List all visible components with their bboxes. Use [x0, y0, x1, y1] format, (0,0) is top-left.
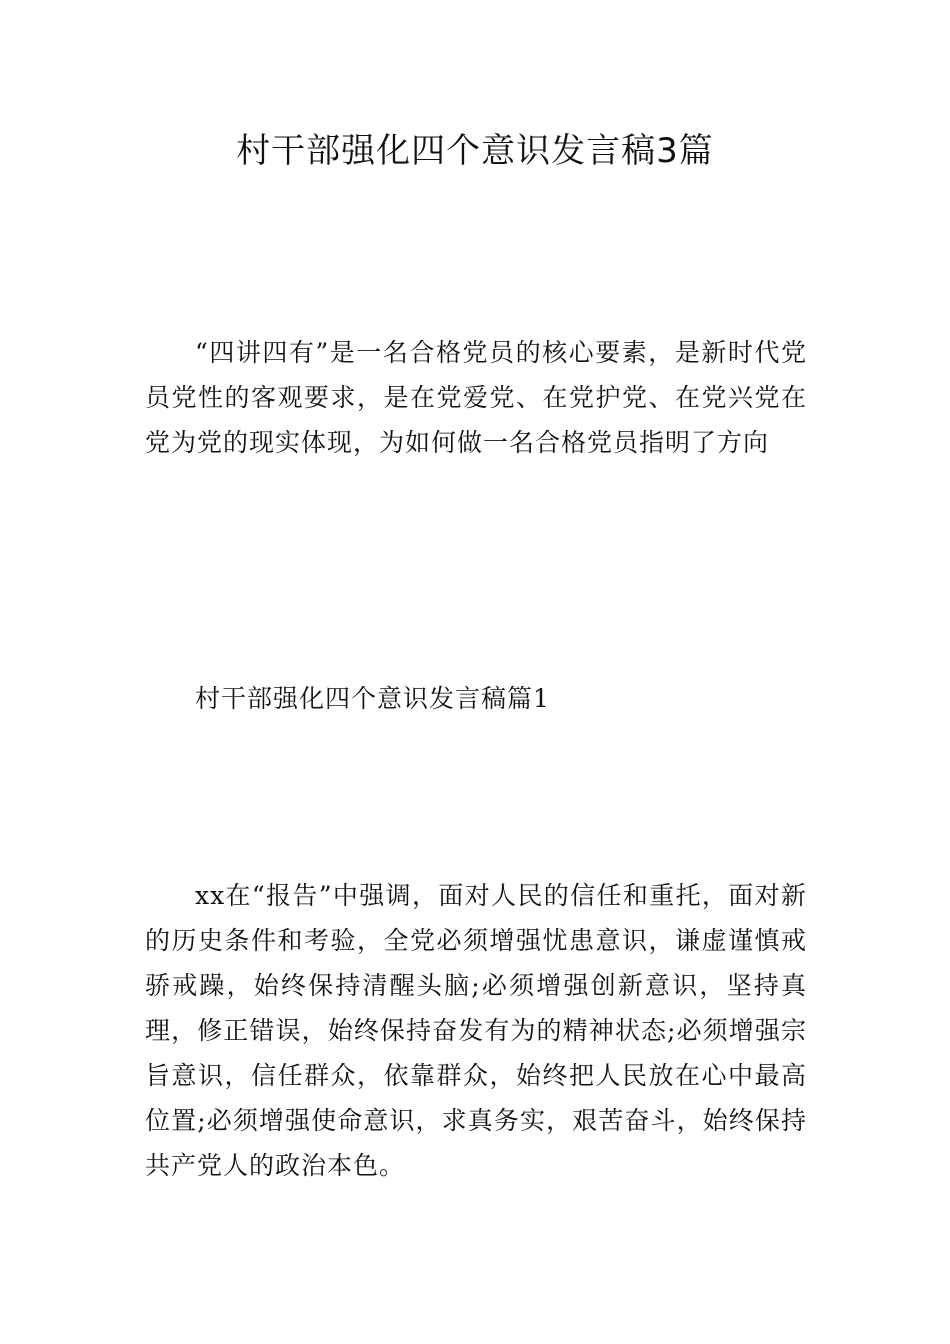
body-paragraph: xx在“报告”中强调，面对人民的信任和重托，面对新的历史条件和考验，全党必须增强忧患意识，谦虚谨慎戒骄戒躁，始终保持清醒头脑;必须增强创新意识，坚持真理，修正错误，始终保持奋发有为的精神状态;必须增强宗旨意识，信任群众，依靠群众，始终把人民放在心中最高位置;必须增强使命意识，求真务实，艰苦奋斗，始终保持共产党人的政治本色。: [145, 881, 807, 1180]
document-title: 村干部强化四个意识发言稿3篇: [236, 131, 714, 171]
intro-paragraph: “四讲四有”是一名合格党员的核心要素，是新时代党员党性的客观要求，是在党爱党、在党护党、在党兴党在党为党的现实体现，为如何做一名合格党员指明了方向: [145, 338, 807, 457]
section-heading: 村干部强化四个意识发言稿篇1: [195, 684, 550, 713]
